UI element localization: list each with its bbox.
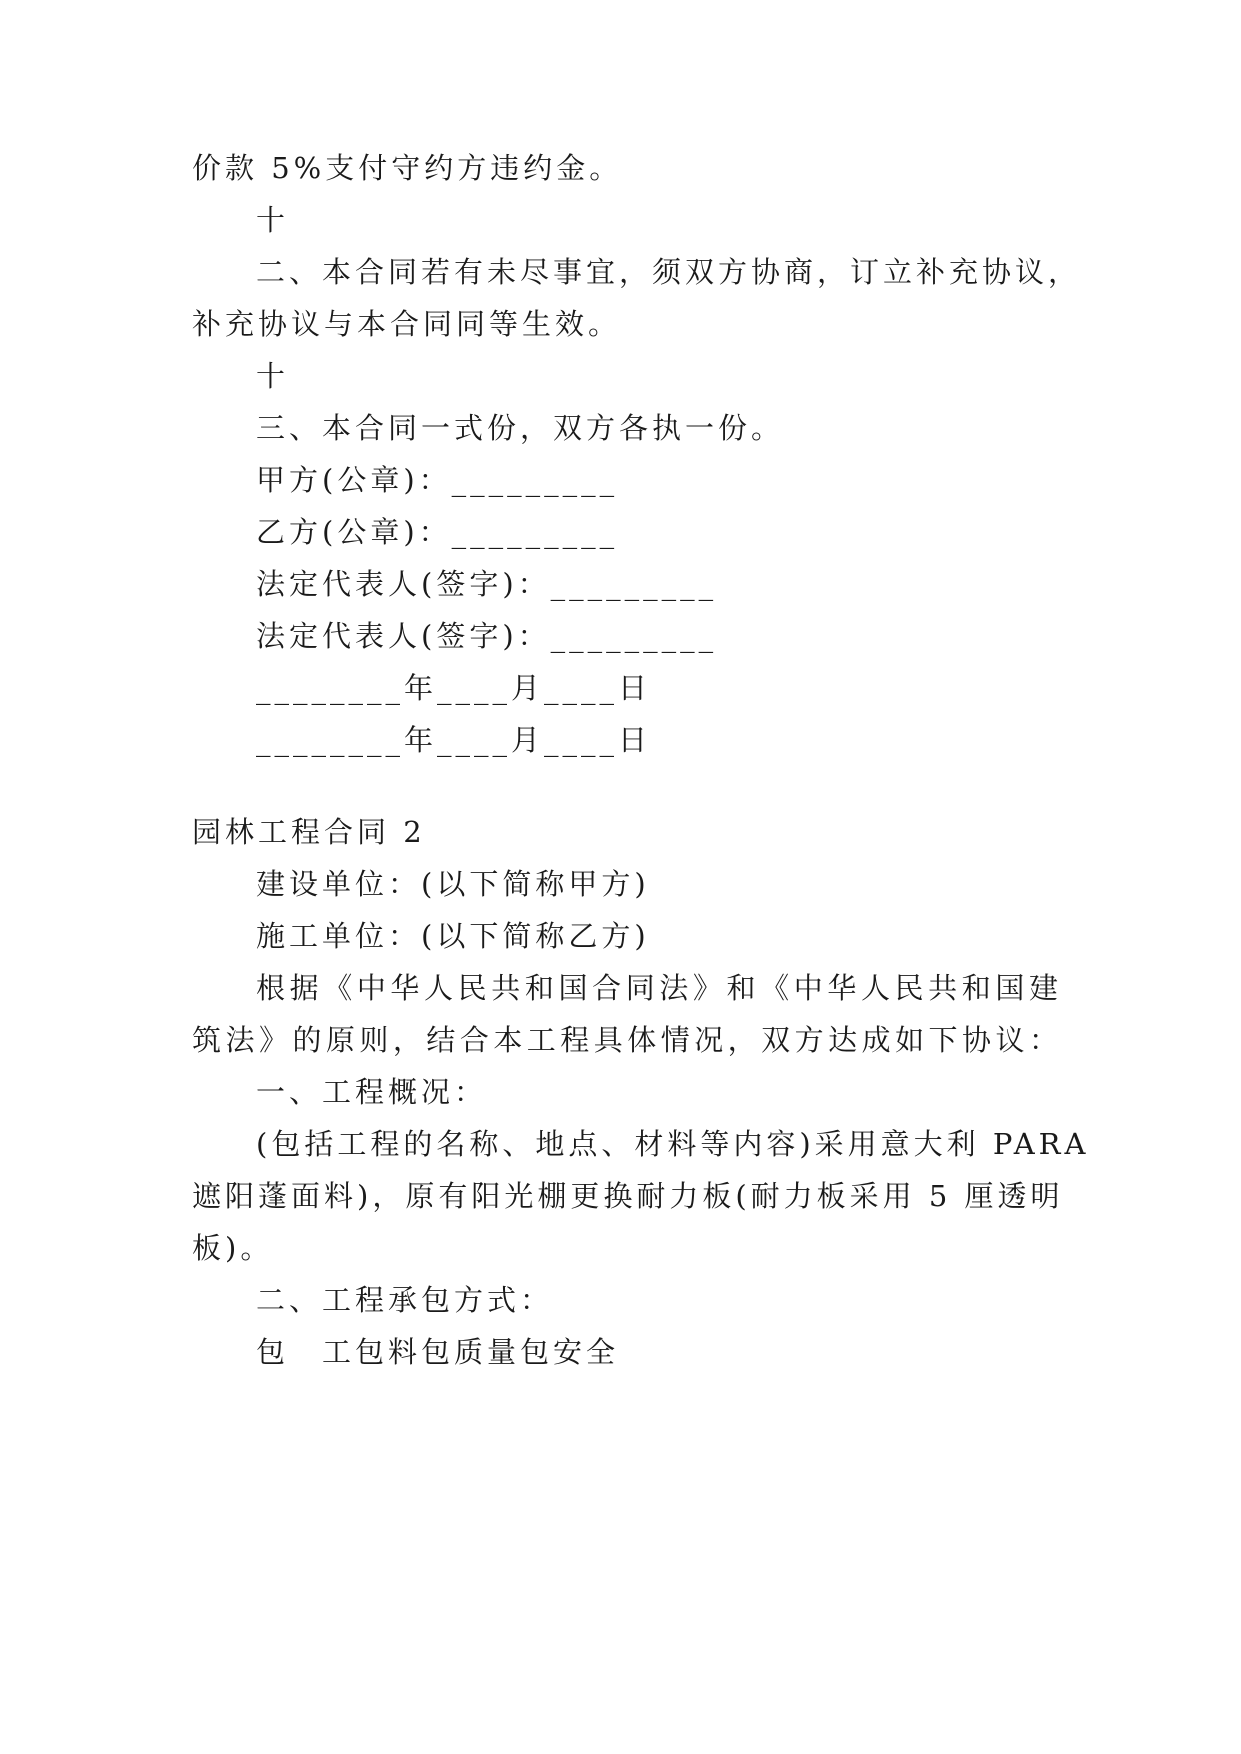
paragraph-line: 三、本合同一式份，双方各执一份。: [256, 411, 785, 445]
paragraph-line: 筑法》的原则，结合本工程具体情况，双方达成如下协议：: [192, 1023, 1062, 1057]
paragraph-line: 根据《中华人民共和国合同法》和《中华人民共和国建: [256, 971, 1062, 1005]
section-title: 园林工程合同 2: [192, 815, 426, 849]
signature-line-legal-rep: 法定代表人(签字)：_________: [256, 567, 718, 601]
paragraph-line: 包 工包料包质量包安全: [256, 1335, 620, 1369]
paragraph-line: 施工单位：(以下简称乙方): [256, 919, 650, 953]
paragraph-line: 遮阳蓬面料)，原有阳光棚更换耐力板(耐力板采用 5 厘透明: [192, 1179, 1064, 1213]
paragraph-line: 一、工程概况：: [256, 1075, 488, 1109]
paragraph-line: 建设单位：(以下简称甲方): [256, 867, 650, 901]
date-line: ________年____月____日: [256, 723, 652, 757]
paragraph-line: 十: [256, 203, 290, 237]
paragraph-line: (包括工程的名称、地点、材料等内容)采用意大利 PARA: [256, 1127, 1090, 1161]
paragraph-line: 十: [256, 359, 290, 393]
date-line: ________年____月____日: [256, 671, 652, 705]
paragraph-line: 价款 5%支付守约方违约金。: [192, 151, 623, 185]
paragraph-line: 补充协议与本合同同等生效。: [192, 307, 622, 341]
paragraph-line: 板)。: [192, 1231, 274, 1265]
paragraph-line: 二、工程承包方式：: [256, 1283, 554, 1317]
signature-line-party-b: 乙方(公章)：_________: [256, 515, 619, 549]
paragraph-line: 二、本合同若有未尽事宜，须双方协商，订立补充协议，: [256, 255, 1082, 289]
signature-line-legal-rep: 法定代表人(签字)：_________: [256, 619, 718, 653]
signature-line-party-a: 甲方(公章)：_________: [256, 463, 619, 497]
